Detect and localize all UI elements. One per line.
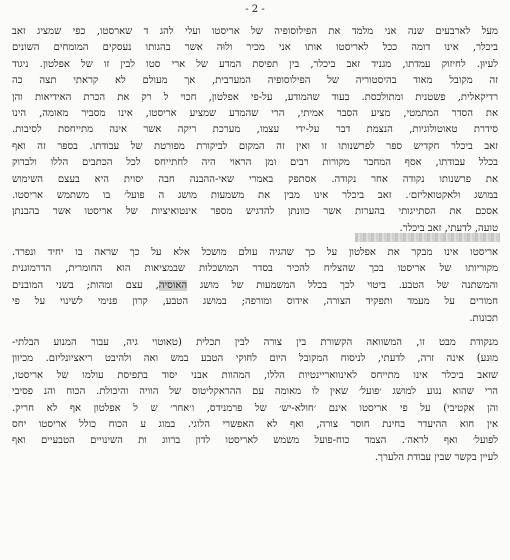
text-line: מקוריותו של אריסטו בכך שהצליח להכיר בסדר המושכלות שבמציאות הוא החומרית, הדרמוגנית	[12, 263, 498, 275]
text-line: זה מקובל מאוד בהיסטוריה של הפילוסופיה המערבית, אך מעולם לא קראתי תצה כה	[12, 75, 498, 87]
text-line: בכלל עבודתו, אסף המחבר מקורות רבים ומן הראוי היה לחתייחס לכל הכתבים הללו ולבדוק	[12, 157, 498, 169]
text-line: לעיוּן. לחיזוק עמדתו, מגניד זאב ביכלר, בין תפיסת המדע של ארי סטו לבין זו של אפלטון. ניגוד	[12, 58, 498, 70]
text-line: לעיין בקשר שבין עבודת הלערך.	[374, 451, 498, 463]
text-line-with-highlight: והמשתנה של הטבע. ביטוי לכך בכלל המשמעות של מושג האוסיה, עצם ומהות; בשני המובנים	[12, 279, 498, 291]
text-line: והן אקטיבי) על פי אריסטו אינם ׳חולא-יש׳ של פרמנידס, ו׳אחר׳ ש ל אפלטון אף לא חריק.	[12, 402, 498, 414]
text-line: סידרת טאוטולוגיות, הנצמת דבר על-ידי עצמו, מערכת ריקה אשר אינה מתייחסת לסיבות.	[12, 124, 498, 136]
text-line: את פרשנותו נקודה אחר נקודה. אסתפק באמרי שאי-ההבנה חבה יסוית היא בעצם השימוש	[12, 173, 498, 185]
text-line: במושג ולאקטואליזם׳. זאב ביכלר אינו מבין את משמעות מושג ה פועל׳ בו משתמש אריסטו.	[12, 189, 498, 201]
text-line: מוּנע) אינה זרה, לדעתי, לניסוח המקובל היום לחוקי הטבע במש ואה ולהיבט ריאציונליזם. מכיוון	[12, 353, 498, 365]
text-line: חמורים על מעמד ותפקיד הצורה, אידוס ומורפה; במושג הטבע, קרון פנימי לשינוי על פי	[12, 296, 498, 308]
text-line: לפועל׳ ואף לראה׳. הצמד כוח-פועל משמש לאריסטו לדון ברווג ות השינויים הטבעיים ואף	[12, 435, 498, 447]
text-line: רדיקאלית, פשטנית ומתולכסת. בעוד שהמודע, על-פי אפלטון, חכוי ל רק את הכרת האידיאות והן	[12, 91, 498, 103]
document-body	[12, 24, 498, 466]
text-line: אין חוא ההיעדר בחינת חוסר צורה, ואף לא האפשרי הלוגי. במוג ע הכוח כולל אריסטו יחס	[12, 418, 498, 430]
text-line: שזאב ביכלר אינו מתייחס לאינוואריינטיות הללו, המהוות אבני יסוד בתפיסת עולמו של אריסטו,	[12, 369, 498, 381]
text-line: ביכלר, אינו דומה ככל לאריסטו אותו אני מכיר ולוּה אשר בהגותו נעסקים המומחים השונים	[12, 42, 498, 54]
text-line: מנקודת מבט זו, המשוואה הקשורת בין צורה לבין תכלית (טאוטוי גיה, עבור המנוע הבלתי-	[12, 337, 498, 349]
text-line: מעל לארבעים שנה אני מלמד את הפילוסופיה של אריסטו ועלי להג ד שארסטו, כפי שמציג זאב	[12, 26, 498, 37]
page-number: - 2 -	[245, 4, 265, 15]
text-line: אריסטו אינו מבקר את אפלטון על כך שהגיה עולם מושכל אלא על כך שראה בו יחיד ונפרד.	[12, 247, 498, 259]
text-line: תכונות.	[469, 312, 498, 324]
text-line: את הסדר המתמטי, מציע הסבר אמיתי, הרי שהמדע שמציע אריסטו, אינו מסביר מאומה, הינו	[12, 107, 498, 119]
text-line: הרי שהוא נגוע למושג ׳פועל׳ שאין לו מאומה עם ההראקליטוס של הוויה והיכולת. הכוח והנ פסיבי	[12, 386, 498, 398]
highlighted-term: האוסיה	[158, 279, 188, 291]
text-line: זאב ביכלר חקדיש ספר לפרשנותו זו ואין זה המקום לביקורת מפורטת של עבודתו. בספר זה ואף	[12, 140, 498, 152]
text-line: טועה, לדעתי, זאב ביכלר.	[399, 222, 498, 234]
text-line: אסכם את הסתייגותי בהערות אשר כוונתן להדגיש מספר אינטואיציות של אריסטו אשר בהבנתן	[12, 206, 498, 218]
